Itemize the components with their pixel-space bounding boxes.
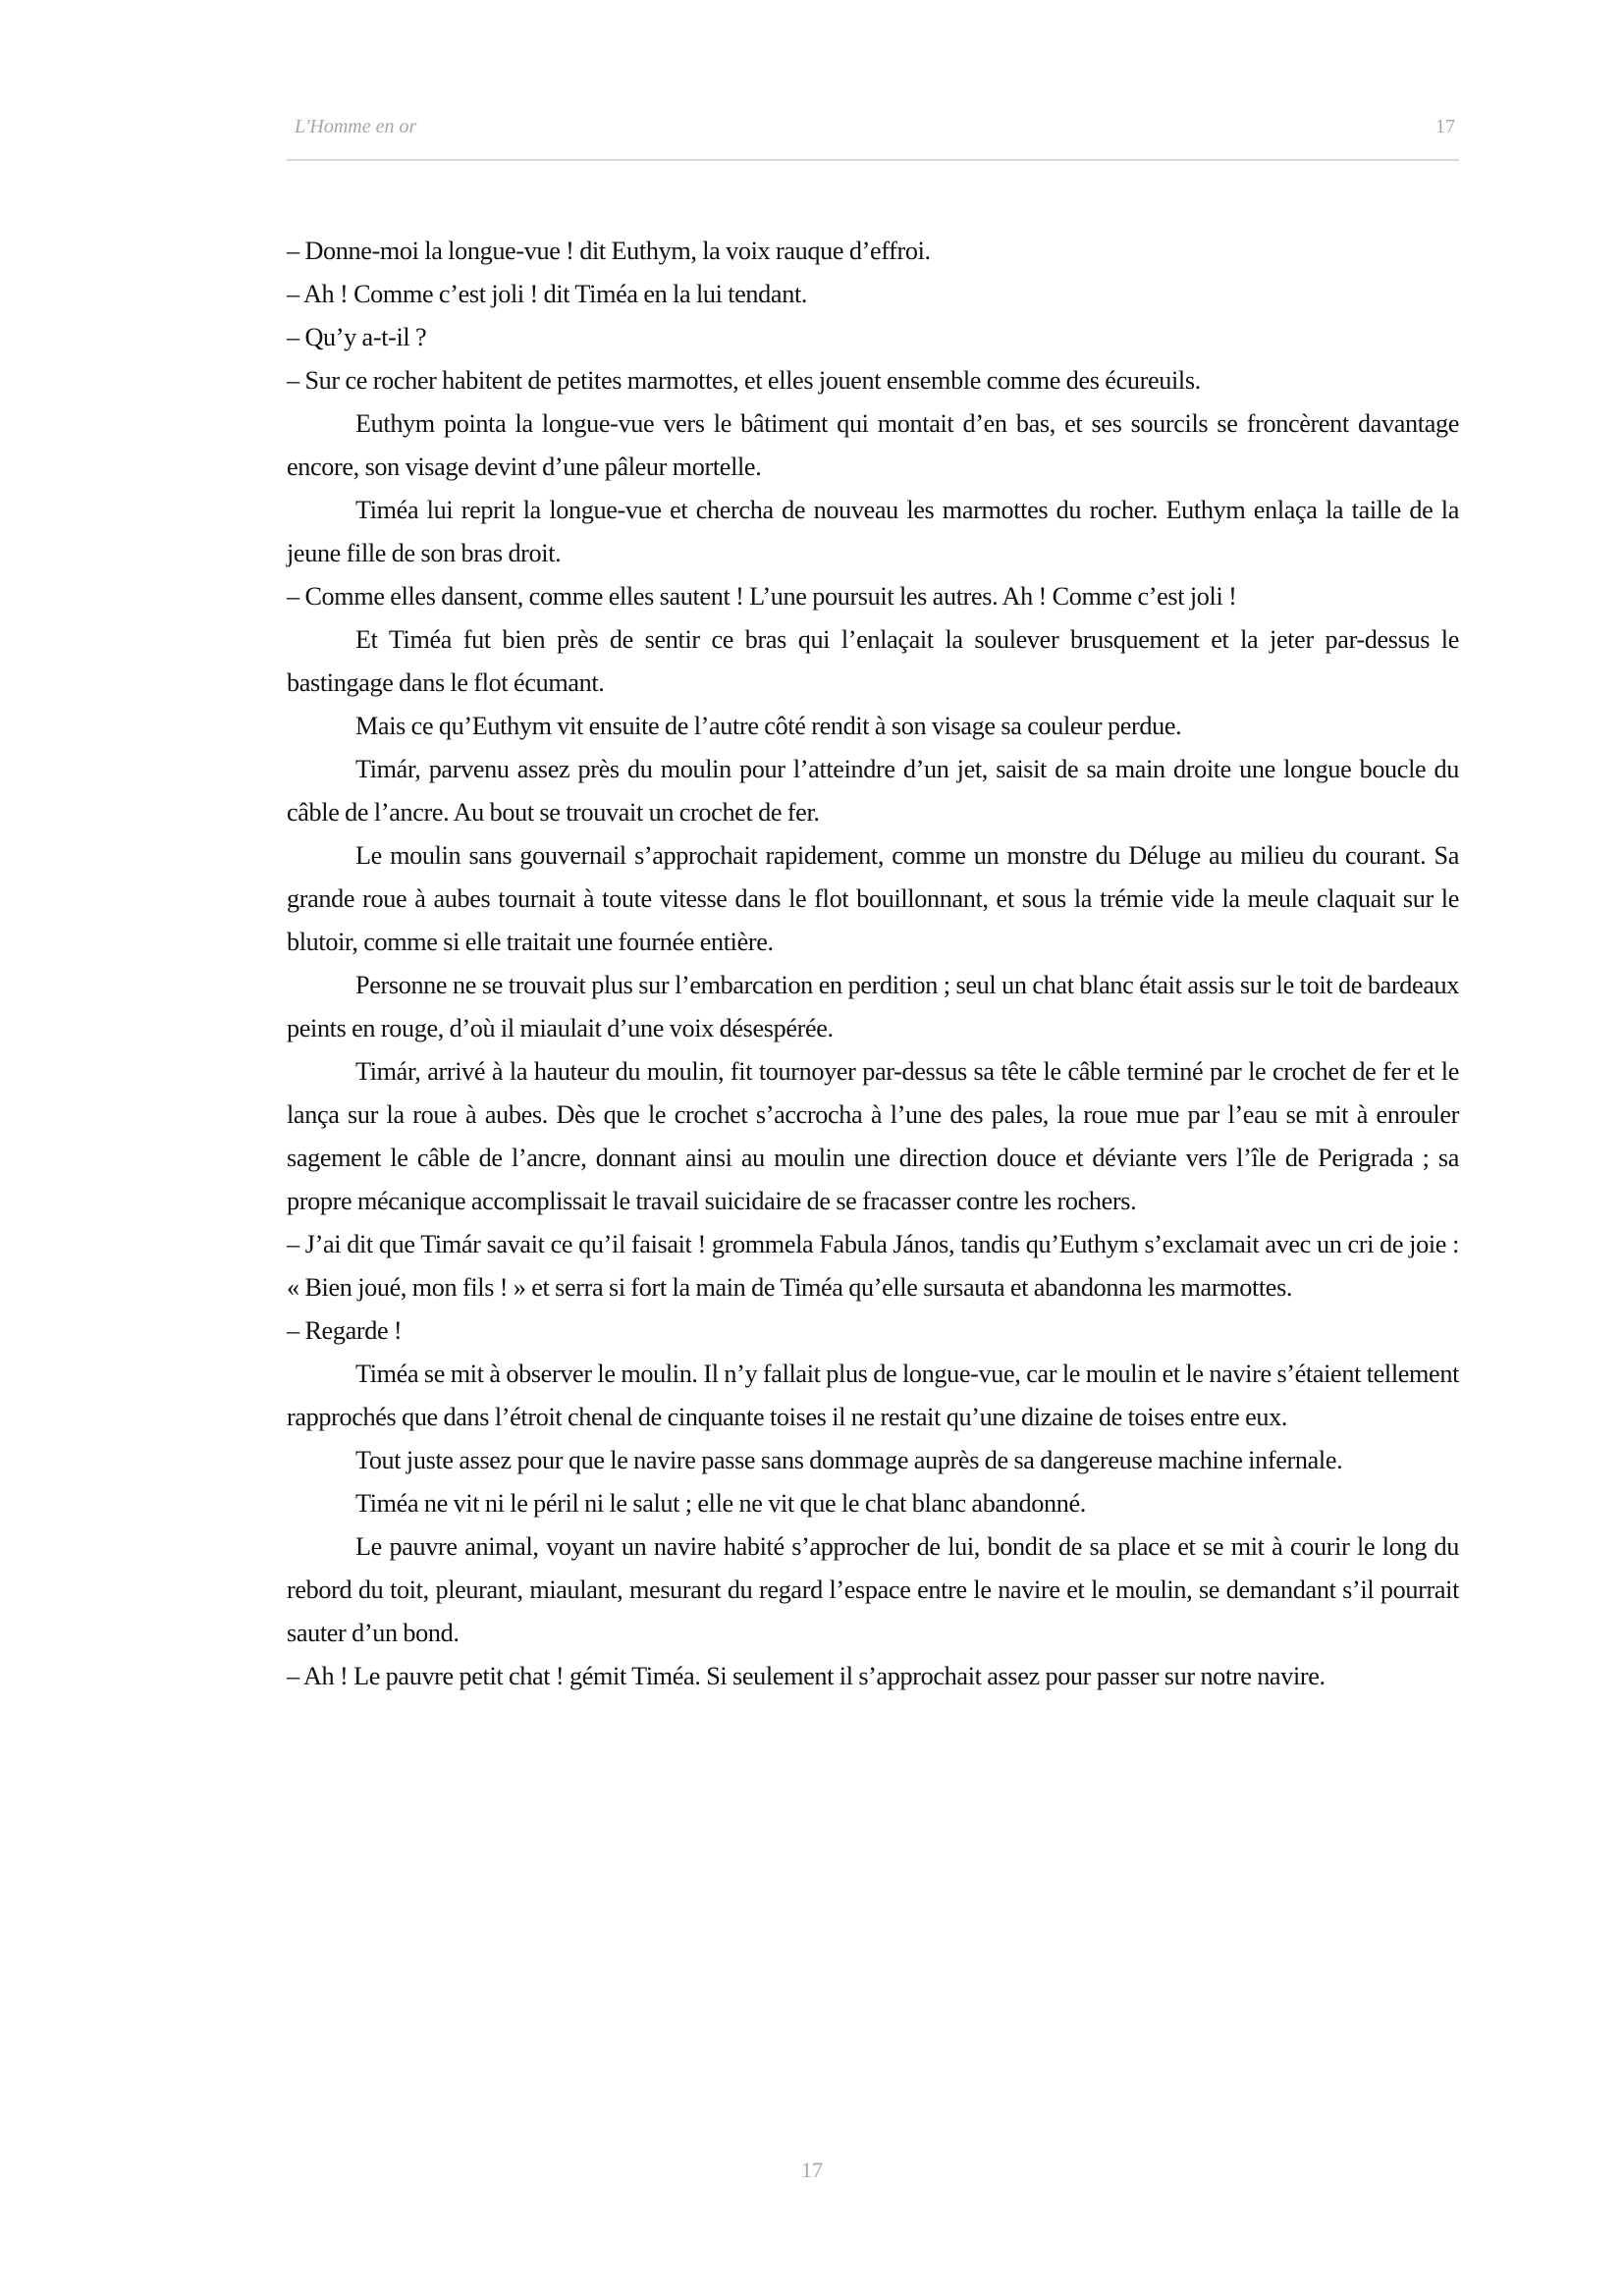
paragraph: – Regarde ! (287, 1316, 403, 1345)
paragraph: Timár, arrivé à la hauteur du moulin, fit tournoyer par-dessus sa tête le câble terminé par le crochet de fer et le lança sur la roue à aubes. Dès que le crochet s’accrocha à l’une des pales, la roue mue par l’eau se mit à enrouler sagement le câble de l’ancre, donnant ainsi au moulin une direction douce et déviante vers l’île de Perigrada ; sa propre mécanique accomplissait le travail suicidaire de se fracasser contre les rochers. (287, 1057, 1459, 1215)
paragraph: – Qu’y a-t-il ? (287, 323, 427, 351)
paragraph: – Ah ! Comme c’est joli ! dit Timéa en la lui tendant. (287, 280, 808, 308)
paragraph: Tout juste assez pour que le navire passe sans dommage auprès de sa dangereuse machine infernale. (355, 1446, 1343, 1474)
header-page-number: 17 (1435, 116, 1455, 137)
paragraph: Timéa lui reprit la longue-vue et chercha de nouveau les marmottes du rocher. Euthym enlaça la taille de la jeune fille de son bras droit. (287, 496, 1459, 567)
paragraph: Timár, parvenu assez près du moulin pour l’atteindre d’un jet, saisit de sa main droite une longue boucle du câble de l’ancre. Au bout se trouvait un crochet de fer. (287, 755, 1459, 827)
body-text (287, 230, 1459, 1698)
paragraph: Timéa ne vit ni le péril ni le salut ; elle ne vit que le chat blanc abandonné. (355, 1489, 1086, 1518)
paragraph: Mais ce qu’Euthym vit ensuite de l’autre côté rendit à son visage sa couleur perdue. (355, 712, 1182, 740)
paragraph: Le pauvre animal, voyant un navire habité s’approcher de lui, bondit de sa place et se mit à courir le long du rebord du toit, pleurant, miaulant, mesurant du regard l’espace entre le navire et le moulin, se demandant s’il pourrait sauter d’un bond. (287, 1532, 1459, 1647)
footer-page-number: 17 (801, 2158, 823, 2182)
paragraph: – Sur ce rocher habitent de petites marmottes, et elles jouent ensemble comme des écureuils. (287, 366, 1201, 395)
paragraph: Et Timéa fut bien près de sentir ce bras qui l’enlaçait la soulever brusquement et la jeter par-dessus le bastingage dans le flot écumant. (287, 625, 1459, 697)
book-title: L'Homme en or (295, 116, 417, 137)
running-header (287, 112, 1459, 143)
header-divider (287, 159, 1459, 161)
paragraph: Euthym pointa la longue-vue vers le bâtiment qui montait d’en bas, et ses sourcils se froncèrent davantage encore, son visage devint d’une pâleur mortelle. (287, 409, 1459, 481)
paragraph: – Ah ! Le pauvre petit chat ! gémit Timéa. Si seulement il s’approchait assez pour passer sur notre navire. (287, 1662, 1326, 1690)
paragraph: Personne ne se trouvait plus sur l’embarcation en perdition ; seul un chat blanc était assis sur le toit de bardeaux peints en rouge, d’où il miaulait d’une voix désespérée. (287, 971, 1459, 1042)
paragraph: – Donne-moi la longue-vue ! dit Euthym, la voix rauque d’effroi. (287, 237, 931, 265)
paragraph: Timéa se mit à observer le moulin. Il n’y fallait plus de longue-vue, car le moulin et le navire s’étaient tellement rapprochés que dans l’étroit chenal de cinquante toises il ne restait qu’une dizaine de toises entre eux. (287, 1360, 1459, 1431)
paragraph: Le moulin sans gouvernail s’approchait rapidement, comme un monstre du Déluge au milieu du courant. Sa grande roue à aubes tournait à toute vitesse dans le flot bouillonnant, et sous la trémie vide la meule claquait sur le blutoir, comme si elle traitait une fournée entière. (287, 841, 1459, 956)
paragraph: – Comme elles dansent, comme elles sautent ! L’une poursuit les autres. Ah ! Comme c’est joli ! (287, 582, 1237, 611)
paragraph: – J’ai dit que Timár savait ce qu’il faisait ! grommela Fabula János, tandis qu’Euthym s’exclamait avec un cri de joie : « Bien joué, mon fils ! » et serra si fort la main de Timéa qu’elle sursauta et abandonna les marmottes. (287, 1230, 1459, 1302)
